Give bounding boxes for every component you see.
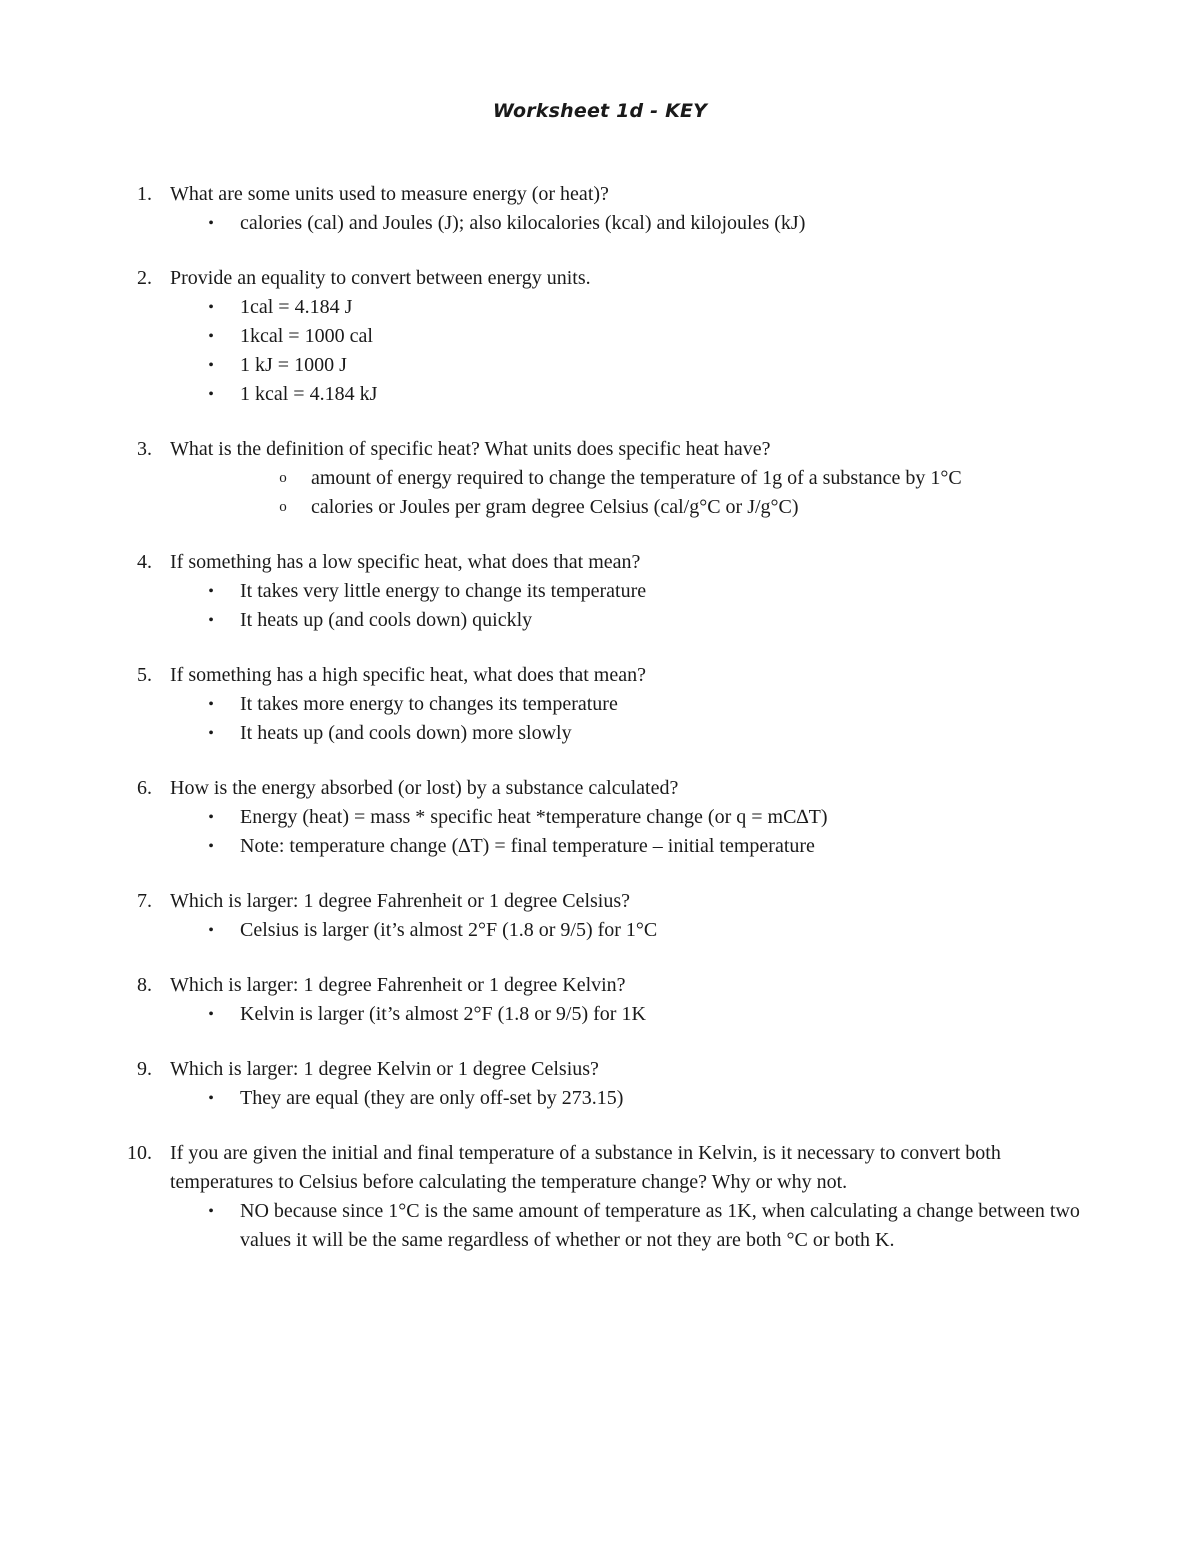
bullet-icon: • <box>208 922 214 939</box>
question-number: 5. <box>137 664 152 686</box>
question-item <box>0 1139 1200 1255</box>
answer-item <box>0 606 1200 635</box>
question-item <box>0 264 1200 409</box>
answer-list <box>0 1197 1200 1255</box>
answer-item <box>0 916 1200 945</box>
bullet-icon: • <box>208 1203 214 1220</box>
question-number: 6. <box>137 777 152 799</box>
answer-item <box>0 493 1200 522</box>
answer-item <box>0 464 1200 493</box>
answer-item <box>0 1197 1200 1255</box>
bullet-icon: • <box>208 386 214 403</box>
question-number: 7. <box>137 890 152 912</box>
question-text: How is the energy absorbed (or lost) by a substance calculated? <box>170 777 679 799</box>
answer-list <box>0 293 1200 409</box>
question-item <box>0 774 1200 861</box>
bullet-icon: • <box>208 809 214 826</box>
answer-item <box>0 322 1200 351</box>
bullet-icon: • <box>208 357 214 374</box>
answer-text: calories or Joules per gram degree Celsius (cal/g°C or J/g°C) <box>311 496 799 518</box>
answer-item <box>0 690 1200 719</box>
question-item <box>0 971 1200 1029</box>
question-number: 10. <box>127 1142 152 1164</box>
answer-text: It takes more energy to changes its temperature <box>240 693 618 715</box>
question-number: 2. <box>137 267 152 289</box>
answer-item <box>0 1084 1200 1113</box>
page-title: Worksheet 1d - KEY <box>492 100 708 122</box>
bullet-icon: • <box>208 612 214 629</box>
circle-bullet-icon: o <box>279 499 287 515</box>
answer-list <box>0 916 1200 945</box>
answer-text: They are equal (they are only off-set by 273.15) <box>240 1087 624 1109</box>
answer-list <box>0 1084 1200 1113</box>
answer-item <box>0 803 1200 832</box>
question-list <box>0 180 1200 1281</box>
question-item <box>0 887 1200 945</box>
answer-text: 1kcal = 1000 cal <box>240 325 373 347</box>
answer-text: 1 kJ = 1000 J <box>240 354 347 376</box>
bullet-icon: • <box>208 725 214 742</box>
question-text: Provide an equality to convert between energy units. <box>170 267 591 289</box>
question-number: 9. <box>137 1058 152 1080</box>
answer-item <box>0 293 1200 322</box>
bullet-icon: • <box>208 328 214 345</box>
answer-text: amount of energy required to change the temperature of 1g of a substance by 1°C <box>311 467 962 489</box>
question-item <box>0 548 1200 635</box>
question-text: Which is larger: 1 degree Fahrenheit or 1 degree Celsius? <box>170 890 631 912</box>
answer-list <box>0 577 1200 635</box>
answer-text: Note: temperature change (∆T) = final temperature – initial temperature <box>240 835 815 857</box>
answer-list <box>0 1000 1200 1029</box>
question-number: 8. <box>137 974 152 996</box>
question-text: What is the definition of specific heat? What units does specific heat have? <box>170 438 771 460</box>
question-text: What are some units used to measure energy (or heat)? <box>170 183 609 205</box>
bullet-icon: • <box>208 696 214 713</box>
question-item <box>0 180 1200 238</box>
answer-text: It takes very little energy to change its temperature <box>240 580 647 602</box>
answer-text: Kelvin is larger (it’s almost 2°F (1.8 or 9/5) for 1K <box>240 1003 646 1025</box>
answer-item <box>0 719 1200 748</box>
question-item <box>0 1055 1200 1113</box>
question-number: 3. <box>137 438 152 460</box>
answer-text: It heats up (and cools down) more slowly <box>240 722 572 744</box>
answer-text: Celsius is larger (it’s almost 2°F (1.8 or 9/5) for 1°C <box>240 919 658 941</box>
bullet-icon: • <box>208 1006 214 1023</box>
question-item <box>0 661 1200 748</box>
answer-list <box>0 690 1200 748</box>
answer-text: NO because since 1°C is the same amount of temperature as 1K, when calculating a change between two values it will be the same regardless of whether or not they are both °C or both K. <box>240 1200 1080 1251</box>
answer-text: calories (cal) and Joules (J); also kilocalories (kcal) and kilojoules (kJ) <box>240 212 806 234</box>
bullet-icon: • <box>208 215 214 232</box>
question-text: Which is larger: 1 degree Fahrenheit or 1 degree Kelvin? <box>170 974 626 996</box>
question-text: If you are given the initial and final temperature of a substance in Kelvin, is it necessary to convert both temperatures to Celsius before calculating the temperature change? Why or why not. <box>170 1142 1001 1193</box>
answer-item <box>0 1000 1200 1029</box>
answer-list <box>0 209 1200 238</box>
answer-list <box>0 803 1200 861</box>
question-number: 4. <box>137 551 152 573</box>
question-text: Which is larger: 1 degree Kelvin or 1 degree Celsius? <box>170 1058 599 1080</box>
bullet-icon: • <box>208 1090 214 1107</box>
answer-list <box>0 464 1200 522</box>
bullet-icon: • <box>208 838 214 855</box>
bullet-icon: • <box>208 299 214 316</box>
answer-item <box>0 577 1200 606</box>
circle-bullet-icon: o <box>279 470 287 486</box>
answer-text: Energy (heat) = mass * specific heat *temperature change (or q = mC∆T) <box>240 806 828 828</box>
bullet-icon: • <box>208 583 214 600</box>
answer-item <box>0 209 1200 238</box>
answer-item <box>0 832 1200 861</box>
answer-text: 1 kcal = 4.184 kJ <box>240 383 378 405</box>
question-text: If something has a low specific heat, what does that mean? <box>170 551 641 573</box>
answer-text: 1cal = 4.184 J <box>240 296 353 318</box>
question-number: 1. <box>137 183 152 205</box>
answer-item <box>0 380 1200 409</box>
question-text: If something has a high specific heat, what does that mean? <box>170 664 646 686</box>
question-item <box>0 435 1200 522</box>
answer-text: It heats up (and cools down) quickly <box>240 609 533 631</box>
answer-item <box>0 351 1200 380</box>
